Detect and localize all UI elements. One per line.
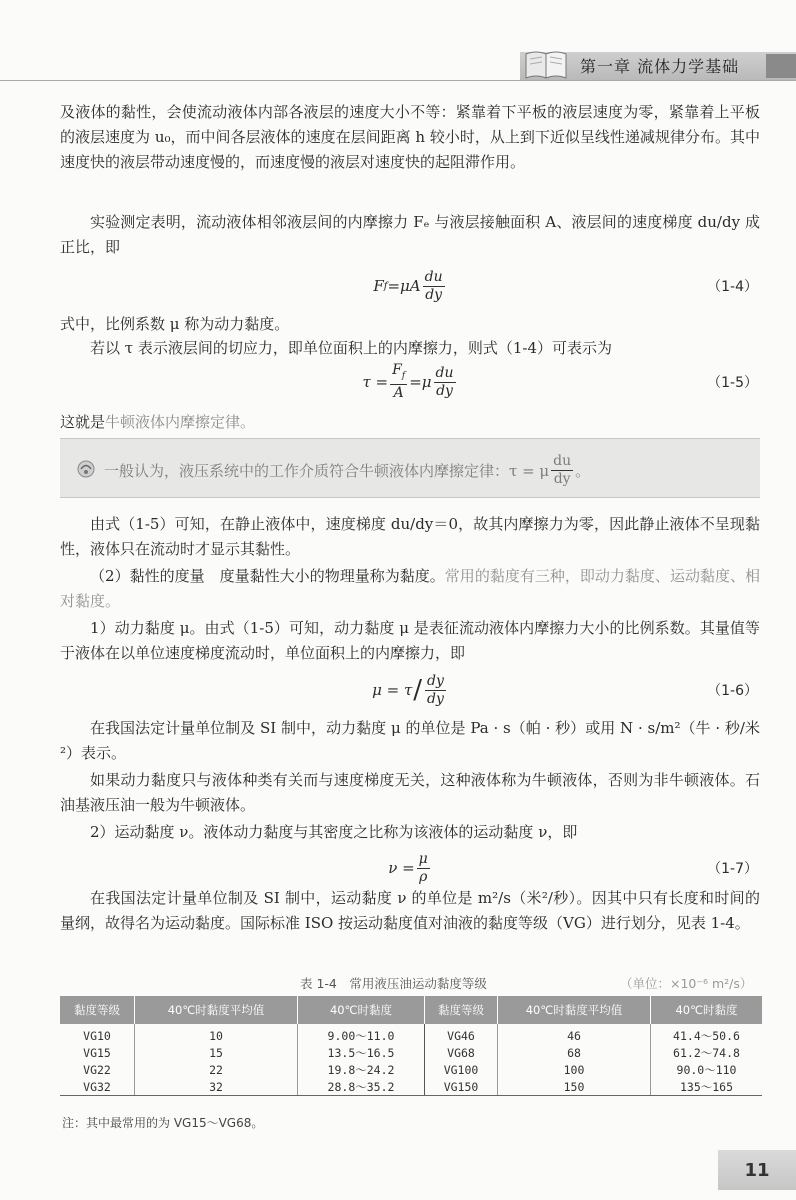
table-cell: 22 [135,1061,298,1078]
table-cell: 150 [498,1078,651,1096]
header-tab-block [766,54,796,78]
table-header-cell: 40℃时黏度平均值 [135,996,298,1024]
table-row [60,1044,762,1061]
table-row [60,1061,762,1078]
chapter-title: 第一章 流体力学基础 [580,57,740,76]
paragraph-friction-experiment: 实验测定表明，流动液体相邻液层间的内摩擦力 Fₑ 与液层接触面积 A、液层间的速度梯度 du/dy 成正比，即 [60,213,760,256]
table-cell: 100 [498,1061,651,1078]
tip-note-text [104,453,590,488]
paragraph-dynamic-viscosity-unit: 在我国法定计量单位制及 SI 制中，动力黏度 μ 的单位是 Pa · s（帕 · 秒）或用 N · s/m²（牛 · 秒/米²）表示。 [60,719,760,762]
eq5-fraction-2 [434,365,456,400]
eq6-label: （1-6） [707,683,758,699]
table-cell: VG150 [425,1078,498,1096]
table-cell: 32 [135,1078,298,1096]
paragraph-kinematic-viscosity: 2）运动黏度 ν。液体动力黏度与其密度之比称为该液体的运动黏度 ν，即 [90,823,578,841]
paragraph-kinematic-viscosity-unit: 在我国法定计量单位制及 SI 制中，运动黏度 ν 的单位是 m²/s（米²/秒）。因其中只有长度和时间的量纲，故得名为运动黏度。国际标准 ISO 按运动黏度值对油液的黏度等级（VG）进行划分，见表 1-4。 [60,889,760,932]
table-row [60,1078,762,1096]
table-footnote: 注：其中最常用的为 VG15～VG68。 [62,1116,264,1130]
table-cell: 135～165 [651,1078,763,1096]
paragraph-newtonian-liquid: 如果动力黏度只与液体种类有关而与速度梯度无关，这种液体称为牛顿液体，否则为非牛顿液体。石油基液压油一般为牛顿液体。 [60,771,760,814]
eq5-f1-denominator: A [393,385,404,402]
paragraph-newton-law [60,410,760,435]
table-cell: 90.0～110 [651,1061,763,1078]
table-unit: （单位：×10⁻⁶ m²/s） [620,976,753,991]
paragraph-dynamic-viscosity-def: 式中，比例系数 μ 称为动力黏度。 [60,315,290,333]
paragraph-viscosity-measure [60,564,760,614]
tip-note-body: 一般认为，液压系统中的工作介质符合牛顿液体内摩擦定律：τ = μ [104,462,550,480]
table-cell: VG100 [425,1061,498,1078]
eq6-numerator: dy [427,672,444,689]
eq5-fraction-1 [390,362,407,403]
table-title: 表 1-4 常用液压油运动黏度等级 [300,976,487,991]
table-header-cell: 黏度等级 [425,996,498,1024]
tip-note-box [60,438,760,498]
eq5-denominator: dy [436,382,453,399]
table-header-cell: 40℃时黏度 [298,996,425,1024]
eq6-fraction [425,673,446,708]
table-cell: 61.2～74.8 [651,1044,763,1061]
eq4-numerator: du [424,268,443,285]
eq4-denominator: dy [425,286,443,303]
table-cell: 10 [135,1024,298,1044]
viscosity-measure-lead: （2）黏性的度量 度量黏性大小的物理量称为黏度。 [90,567,445,585]
page-number: 11 [718,1150,796,1190]
eq7-denominator: ρ [419,868,428,885]
eq5-f1-numerator: F [392,361,402,378]
tip-icon [76,459,96,479]
tip-note-fraction [551,453,573,488]
equation-1-6 [60,670,760,710]
table-cell: 68 [498,1044,651,1061]
eq7-label: （1-7） [707,861,758,877]
table-cell: VG15 [83,1045,111,1060]
eq5-lhs: τ = [362,373,389,391]
eq4-lhs-sub: f [383,280,388,292]
table-cell: 9.00～11.0 [298,1024,425,1044]
tip-note-denominator: dy [553,471,571,487]
book-icon [524,48,568,80]
eq5-numerator: du [435,364,454,381]
viscosity-measure-types: 常用的黏度有三种，即动力黏度、运动黏度、相对黏度。 [60,567,760,610]
eq4-lhs: F [373,277,384,295]
table-header-cell: 40℃时黏度平均值 [498,996,651,1024]
eq4-label: （1-4） [707,279,758,295]
table-cell: 19.8～24.2 [298,1061,425,1078]
table-cell: 15 [135,1044,298,1061]
table-header-cell: 黏度等级 [60,996,135,1024]
table-cell: 13.5～16.5 [298,1044,425,1061]
table-cell: VG10 [83,1028,111,1043]
newton-law-term: 牛顿液体内摩擦定律。 [105,413,256,431]
paragraph-shear-stress: 若以 τ 表示液层间的切应力，即单位面积上的内摩擦力，则式（1-4）可表示为 [90,339,612,357]
eq5-f1-numerator-sub: f [401,370,406,381]
table-cell: VG46 [425,1024,498,1044]
table-cell: 28.8～35.2 [298,1078,425,1096]
viscosity-grade-table [60,996,762,1096]
eq4-fraction [423,269,445,304]
header-rule [0,80,796,81]
eq7-numerator: μ [418,850,428,867]
table-header-row [60,996,762,1024]
eq6-denominator: dy [427,690,444,707]
eq5-label: （1-5） [707,375,758,391]
table-header-cell: 40℃时黏度 [651,996,763,1024]
table-cell: VG32 [60,1078,135,1096]
tip-note-numerator: du [553,453,572,469]
newton-law-prefix: 这就是 [60,413,106,431]
paragraph-viscosity-intro: 及液体的黏性，会使流动液体内部各液层的速度大小不等：紧靠着下平板的液层速度为零，紧靠着上平板的液层速度为 u₀，而中间各层液体的速度在层间距离 h 较小时，从上到下近似呈线性递减规律分布。其中速度快的液层带动速度慢的，而速度慢的液层对速度快的起阻滞作用。 [60,103,760,171]
table-cell: 46 [498,1024,651,1044]
eq5-mid: =μ [409,373,432,391]
equation-1-5 [60,362,760,402]
table-row [60,1024,762,1044]
equation-1-7 [60,848,760,888]
table-cell: VG22 [83,1062,111,1077]
eq6-slash: / [413,675,423,705]
eq6-lhs: μ = τ [372,681,413,699]
eq7-fraction [417,851,430,886]
paragraph-dynamic-viscosity: 1）动力黏度 μ。由式（1-5）可知，动力黏度 μ 是表征流动液体内摩擦力大小的比例系数。其量值等于液体在以单位速度梯度流动时，单位面积上的内摩擦力，即 [60,619,760,662]
table-cell: VG68 [425,1044,498,1061]
table-cell: 41.4～50.6 [651,1024,763,1044]
equation-1-4 [60,266,760,306]
eq4-mid: =μA [387,277,421,295]
paragraph-static-liquid: 由式（1-5）可知，在静止液体中，速度梯度 du/dy＝0，故其内摩擦力为零，因此静止液体不呈现黏性，液体只在流动时才显示其黏性。 [60,515,760,558]
tip-note-end: 。 [575,462,591,480]
eq7-lhs: ν = [388,859,415,877]
